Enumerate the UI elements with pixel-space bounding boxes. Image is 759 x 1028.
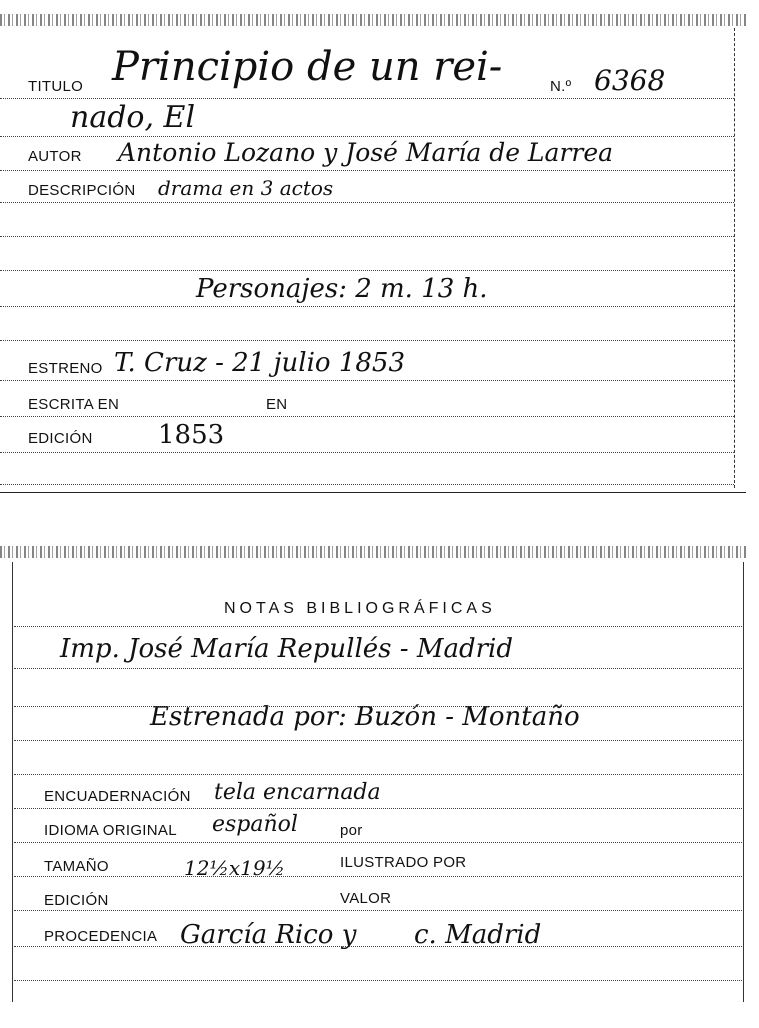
- catalog-card-main: [0, 0, 746, 500]
- numero-label: N.º: [550, 78, 572, 95]
- procedencia-value-2: c. Madrid: [414, 920, 542, 950]
- blank-line-3: [0, 306, 734, 307]
- titulo-line: [0, 98, 734, 99]
- bottom-line: [0, 484, 734, 485]
- autor-value: Antonio Lozano y José María de Larrea: [118, 138, 614, 167]
- estreno-line: [0, 380, 734, 381]
- descripcion-value: drama en 3 actos: [158, 176, 334, 200]
- procedencia-line: [14, 946, 742, 947]
- encuadernacion-value: tela encarnada: [214, 780, 381, 805]
- scan-edge-noise-2: [0, 546, 746, 558]
- titulo-value: Principio de un rei-: [112, 44, 503, 90]
- catalog-card-notes: [0, 540, 746, 1028]
- procedencia-label: PROCEDENCIA: [44, 928, 158, 945]
- edicion-label: EDICIÓN: [28, 430, 93, 447]
- ilustrado-label: ILUSTRADO POR: [340, 854, 467, 871]
- edicion2-line: [14, 910, 742, 911]
- idioma-label: IDIOMA ORIGINAL: [44, 822, 177, 839]
- personajes-note: Personajes: 2 m. 13 h.: [196, 274, 488, 304]
- final-line: [14, 980, 742, 981]
- escrita-en-label: ESCRITA EN: [28, 396, 120, 413]
- estreno-value: T. Cruz - 21 julio 1853: [114, 348, 406, 378]
- descripcion-label: DESCRIPCIÓN: [28, 182, 136, 199]
- autor-line: [0, 170, 734, 171]
- idioma-value: español: [212, 812, 298, 837]
- tamano-value: 12½x19½: [184, 856, 285, 880]
- edicion2-label: EDICIÓN: [44, 892, 109, 909]
- titulo-continuation: nado, El: [70, 100, 196, 135]
- notes-line-4: [14, 740, 742, 741]
- titulo-line-2: [0, 136, 734, 137]
- card2-right-border: [743, 562, 744, 1002]
- notes-line-3: [14, 706, 742, 707]
- descripcion-line: [0, 202, 734, 203]
- tamano-line: [14, 876, 742, 877]
- numero-value: 6368: [594, 64, 666, 97]
- escrita-line: [0, 416, 734, 417]
- autor-label: AUTOR: [28, 148, 82, 165]
- edicion-value: 1853: [158, 420, 225, 450]
- estreno-label: ESTRENO: [28, 360, 103, 377]
- encuadernacion-label: ENCUADERNACIÓN: [44, 788, 191, 805]
- edicion-line: [0, 452, 734, 453]
- note-imprenta: Imp. José María Repullés - Madrid: [60, 634, 513, 664]
- blank-line-2: [0, 270, 734, 271]
- encuadernacion-line: [14, 808, 742, 809]
- card-separator: [0, 492, 746, 493]
- blank-line-4: [0, 340, 734, 341]
- en-label: EN: [266, 396, 288, 413]
- scan-edge-noise: [0, 14, 746, 26]
- procedencia-value-1: García Rico y: [180, 920, 357, 950]
- card2-left-border: [12, 562, 13, 1002]
- card-right-border: [734, 28, 735, 488]
- idioma-line: [14, 842, 742, 843]
- por-label: por: [340, 822, 363, 839]
- notes-line-2: [14, 668, 742, 669]
- note-estrenada: Estrenada por: Buzón - Montaño: [150, 702, 580, 732]
- notas-heading: NOTAS BIBLIOGRÁFICAS: [224, 600, 496, 617]
- valor-label: VALOR: [340, 890, 392, 907]
- tamano-label: TAMAÑO: [44, 858, 109, 875]
- titulo-label: TITULO: [28, 78, 84, 95]
- notes-line-1: [14, 626, 742, 627]
- blank-line-1: [0, 236, 734, 237]
- notes-line-5: [14, 774, 742, 775]
